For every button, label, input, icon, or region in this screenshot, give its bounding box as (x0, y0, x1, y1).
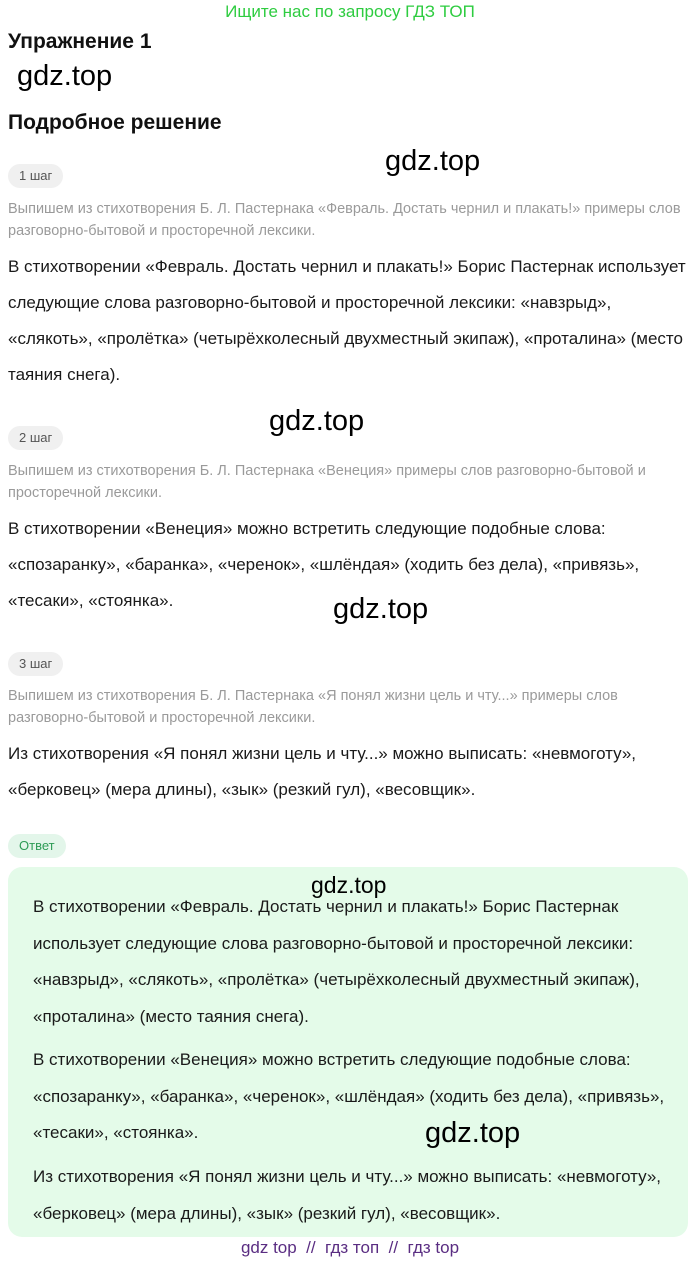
footer-links[interactable]: gdz top // гдз топ // гдз top (240, 1238, 460, 1257)
watermark: gdz.top (17, 60, 113, 92)
answer-badge: Ответ (8, 834, 66, 858)
watermark: gdz.top (333, 593, 429, 625)
step-badge: 2 шаг (8, 426, 63, 450)
step-badge: 1 шаг (8, 164, 63, 188)
answer-paragraph: В стихотворении «Венеция» можно встретить следующие подобные слова: «спозаранку», «баранка», «черенок», «шлёндая» (ходить без дела), «привязь», «тесаки», «стоянка». (33, 1050, 665, 1142)
watermark: gdz.top (269, 405, 365, 437)
watermark: gdz.top (385, 145, 481, 177)
watermark: gdz.top (425, 1117, 521, 1149)
watermark: gdz.top (311, 872, 387, 898)
exercise-title: Упражнение 1 (8, 30, 152, 53)
top-banner[interactable]: Ищите нас по запросу ГДЗ ТОП (225, 2, 475, 21)
step-solution: В стихотворении «Февраль. Достать чернил и плакать!» Борис Пастернак использует следующие слова разговорно-бытовой и просторечной лексики: «навзрыд», «слякоть», «пролётка» (четырёхколесный двухместный экипаж), «проталина» (место таяния снега). (8, 257, 686, 384)
step-solution: В стихотворении «Венеция» можно встретить следующие подобные слова: «спозаранку», «баранка», «черенок», «шлёндая» (ходить без дела), «привязь», «тесаки», «стоянка». (8, 519, 640, 610)
step-task: Выпишем из стихотворения Б. Л. Пастернака «Февраль. Достать чернил и плакать!» примеры слов разговорно-бытовой и просторечной лексики. (8, 201, 681, 239)
section-title: Подробное решение (8, 111, 222, 134)
answer-paragraph: Из стихотворения «Я понял жизни цель и чту...» можно выписать: «невмоготу», «берковец» (мера длины), «зык» (резкий гул), «весовщик». (33, 1167, 662, 1223)
answer-paragraph: В стихотворении «Февраль. Достать чернил и плакать!» Борис Пастернак использует следующие слова разговорно-бытовой и просторечной лексики: «навзрыд», «слякоть», «пролётка» (четырёхколесный двухместный экипаж), «проталина» (место таяния снега). (33, 897, 640, 1026)
step-task: Выпишем из стихотворения Б. Л. Пастернака «Я понял жизни цель и чту...» примеры слов разговорно-бытовой и просторечной лексики. (8, 688, 618, 726)
step-task: Выпишем из стихотворения Б. Л. Пастернака «Венеция» примеры слов разговорно-бытовой и просторечной лексики. (8, 463, 646, 501)
step-badge: 3 шаг (8, 652, 63, 676)
step-solution: Из стихотворения «Я понял жизни цель и чту...» можно выписать: «невмоготу», «берковец» (мера длины), «зык» (резкий гул), «весовщик». (8, 744, 637, 799)
